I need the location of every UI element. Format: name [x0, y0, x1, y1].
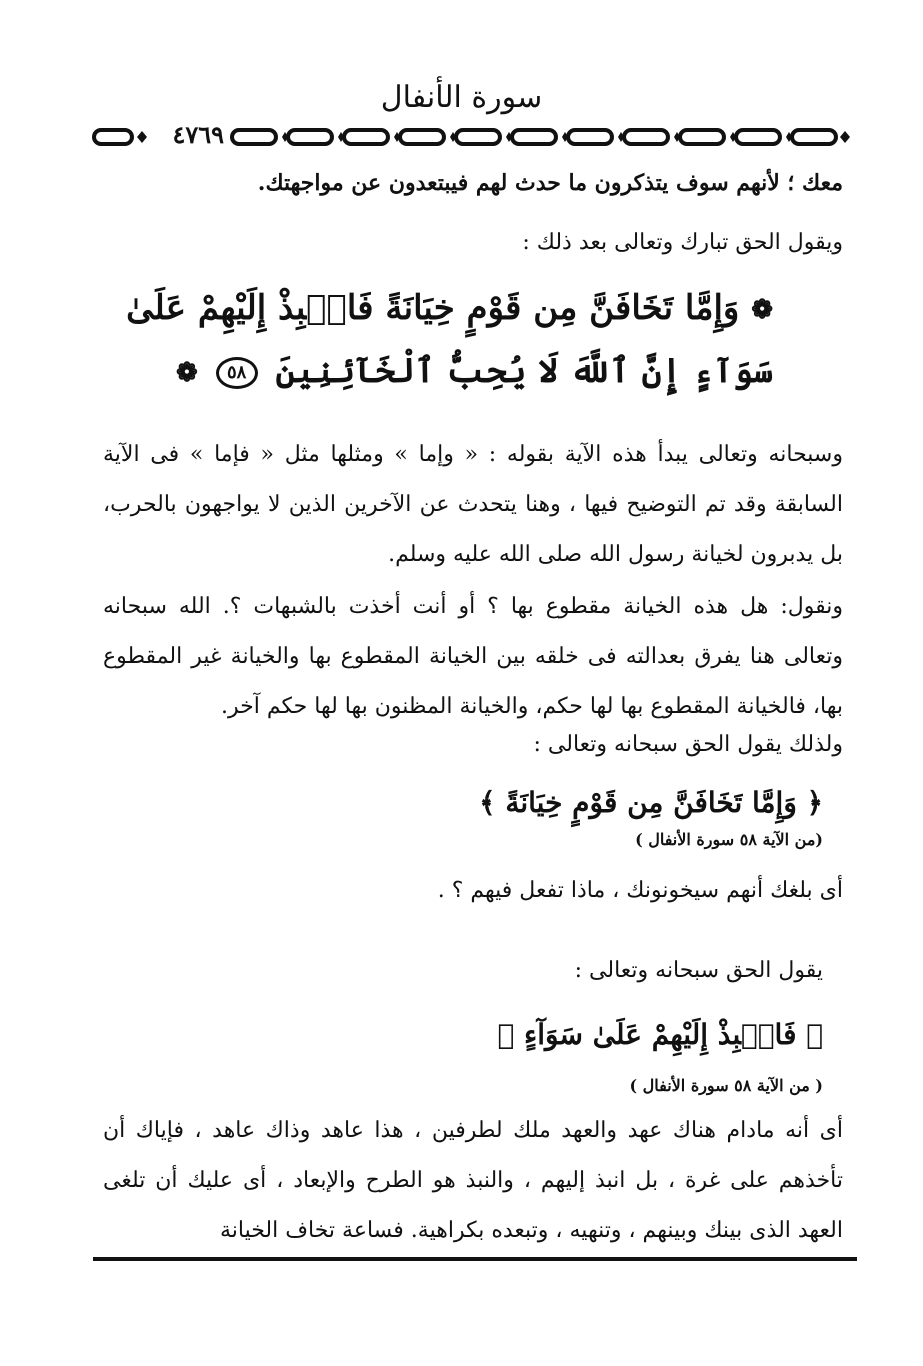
paragraph-2: ويقول الحق تبارك وتعالى بعد ذلك :	[522, 230, 843, 255]
page-number: ٤٧٦٩	[176, 118, 224, 152]
verse-line-1	[126, 288, 773, 328]
paragraph-6: أى بلغك أنهم سيخونونك ، ماذا تفعل فيهم ؟ .	[437, 878, 843, 903]
reference-1: (من الآية ٥٨ سورة الأنفال )	[635, 830, 823, 849]
verse-number-badge: ٥٨	[216, 357, 258, 389]
quote-verse-2: ﴿ فَانۢبِذْ إِلَيْهِمْ عَلَىٰ سَوَآءٍ ﴾	[497, 1018, 823, 1051]
paragraph-3: وسبحانه وتعالى يبدأ هذه الآية بقوله : « وإما » ومثلها مثل « فإما » فى الآية السابقة وقد تم التوضيح فيها ، وهنا يتحدث عن الآخرين الذين لا يواجهون بالحرب، بل يدبرون لخيانة رسول الله صلى الله عليه وسلم.	[103, 442, 843, 567]
bottom-rule	[93, 1257, 857, 1261]
paragraph-8: أى أنه مادام هناك عهد والعهد ملك لطرفين ، هذا عاهد وذاك عاهد ، فإياك أن تأخذهم على غرة ، بل انبذ إليهم ، والنبذ هو الطرح والإبعاد ، أى عليك أن تلغى العهد الذى بينك وبينهم ، وتنهيه ، وتبعده بكراهية. فساعة تخاف الخيانة	[103, 1118, 843, 1243]
verse-start-ornament-icon: ❁	[751, 295, 773, 325]
verse-end-ornament-icon: ❁	[176, 358, 198, 388]
paragraph-7: يقول الحق سبحانه وتعالى :	[574, 958, 823, 983]
paragraph-1: معك ؛ لأنهم سوف يتذكرون ما حدث لهم فيبتعدون عن مواجهتك.	[257, 170, 843, 196]
verse-line-1-text: وَإِمَّا تَخَافَنَّ مِن قَوْمٍ خِيَانَةً فَانۢبِذْ إِلَيْهِمْ عَلَىٰ	[126, 288, 740, 328]
quote-verse-1: ﴿ وَإِمَّا تَخَافَنَّ مِن قَوْمٍ خِيَانَةً ﴾	[479, 786, 823, 819]
reference-2: ( من الآية ٥٨ سورة الأنفال )	[629, 1076, 823, 1095]
surah-title: سورة الأنفال	[380, 80, 543, 115]
paragraph-5: ولذلك يقول الحق سبحانه وتعالى :	[533, 732, 843, 757]
paragraph-4: ونقول: هل هذه الخيانة مقطوع بها ؟ أو أنت أخذت بالشبهات ؟. الله سبحانه وتعالى هنا يفرق بعدالته فى خلقه بين الخيانة المقطوع بها والخيانة غير المقطوع بها، فالخيانة المقطوع بها لها حكم، والخيانة المظنون بها لها حكم آخر.	[103, 594, 843, 719]
verse-line-2	[176, 350, 773, 391]
verse-line-2-text: سَوَآءٍ إِنَّ ٱللَّهَ لَا يُحِبُّ ٱلْخَآئِنِينَ	[275, 351, 773, 391]
